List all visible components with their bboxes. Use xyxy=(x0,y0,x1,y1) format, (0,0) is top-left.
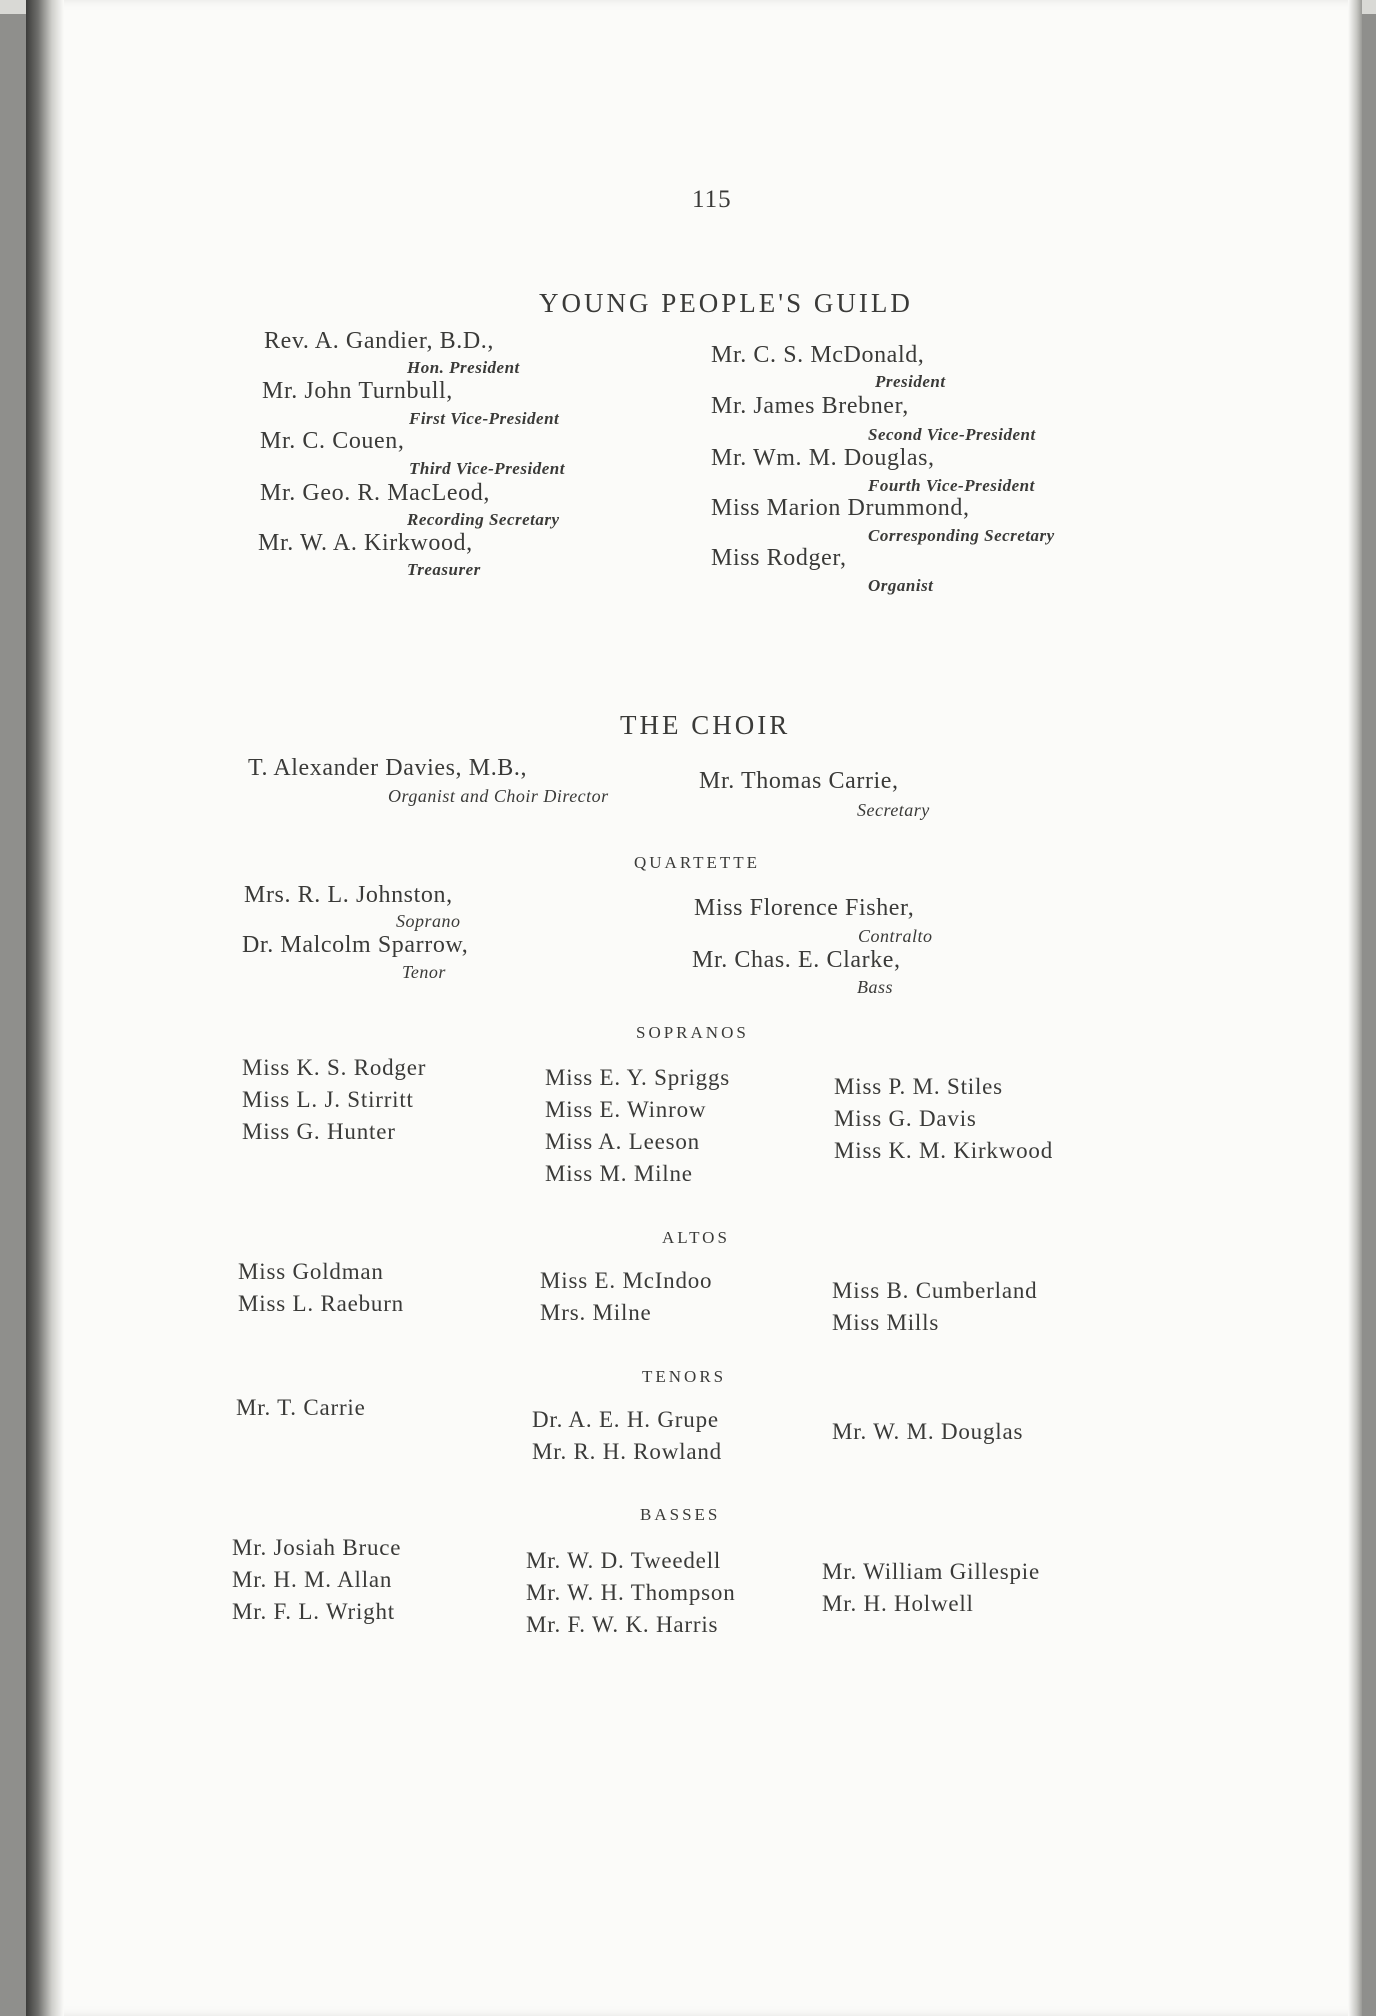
page-spine-shadow xyxy=(26,0,64,2016)
guild-officer-name: Mr. John Turnbull, xyxy=(262,378,453,404)
basses-heading: BASSES xyxy=(640,1505,721,1524)
page-number: 115 xyxy=(692,186,732,213)
choir-member: Miss A. Leeson xyxy=(545,1129,700,1154)
choir-member: Miss L. Raeburn xyxy=(238,1291,404,1316)
quartette-tenor-role: Tenor xyxy=(402,962,446,982)
guild-heading: YOUNG PEOPLE'S GUILD xyxy=(539,288,913,318)
guild-officer-role: Organist xyxy=(868,576,934,595)
choir-member: Mr. T. Carrie xyxy=(236,1395,366,1420)
tenors-column xyxy=(832,1416,1023,1448)
quartette-contralto-role: Contralto xyxy=(858,926,933,946)
guild-officer-role: Treasurer xyxy=(407,560,481,579)
quartette-soprano-name: Mrs. R. L. Johnston, xyxy=(244,882,453,908)
page-right-edge xyxy=(1348,0,1362,2016)
guild-officer-role: Fourth Vice-President xyxy=(868,476,1035,495)
choir-director-role: Organist and Choir Director xyxy=(388,786,609,806)
choir-member: Miss K. S. Rodger xyxy=(242,1055,427,1080)
choir-member: Mr. H. Holwell xyxy=(822,1591,974,1616)
guild-officer-name: Mr. W. A. Kirkwood, xyxy=(258,530,473,556)
book-page xyxy=(26,0,1362,2016)
choir-member: Miss G. Hunter xyxy=(242,1119,396,1144)
sopranos-column xyxy=(545,1062,730,1190)
choir-member: Mrs. Milne xyxy=(540,1300,652,1325)
guild-officer-name: Rev. A. Gandier, B.D., xyxy=(264,328,494,354)
guild-officer-name: Mr. Wm. M. Douglas, xyxy=(711,445,935,471)
choir-member: Miss E. Y. Spriggs xyxy=(545,1065,731,1090)
guild-officer-role: Corresponding Secretary xyxy=(868,526,1055,545)
sopranos-column xyxy=(242,1052,426,1148)
sopranos-heading: SOPRANOS xyxy=(636,1023,749,1042)
choir-member: Miss Mills xyxy=(832,1310,940,1335)
quartette-tenor-name: Dr. Malcolm Sparrow, xyxy=(242,932,469,958)
choir-member: Miss K. M. Kirkwood xyxy=(834,1138,1054,1163)
choir-member: Mr. W. D. Tweedell xyxy=(526,1548,722,1573)
choir-member: Mr. F. W. K. Harris xyxy=(526,1612,719,1637)
basses-column xyxy=(232,1532,401,1628)
choir-member: Miss L. J. Stirritt xyxy=(242,1087,414,1112)
quartette-heading: QUARTETTE xyxy=(634,853,761,872)
choir-member: Miss E. McIndoo xyxy=(540,1268,713,1293)
quartette-contralto-name: Miss Florence Fisher, xyxy=(694,895,915,921)
choir-member: Mr. Josiah Bruce xyxy=(232,1535,402,1560)
basses-column xyxy=(526,1545,736,1641)
guild-officer-name: Miss Marion Drummond, xyxy=(711,495,970,521)
choir-member: Mr. F. L. Wright xyxy=(232,1599,395,1624)
guild-officer-name: Mr. C. S. McDonald, xyxy=(711,342,925,368)
choir-member: Mr. H. M. Allan xyxy=(232,1567,393,1592)
guild-officer-name: Miss Rodger, xyxy=(711,545,847,571)
altos-column xyxy=(540,1265,712,1329)
quartette-bass-name: Mr. Chas. E. Clarke, xyxy=(692,947,901,973)
choir-member: Mr. W. H. Thompson xyxy=(526,1580,736,1605)
tenors-heading: TENORS xyxy=(642,1367,727,1386)
guild-officer-role: Third Vice-President xyxy=(409,459,565,478)
altos-heading: ALTOS xyxy=(662,1228,730,1247)
tenors-column xyxy=(532,1404,722,1468)
choir-member: Miss Goldman xyxy=(238,1259,384,1284)
sopranos-column xyxy=(834,1071,1053,1167)
choir-heading: THE CHOIR xyxy=(620,710,791,740)
choir-member: Miss P. M. Stiles xyxy=(834,1074,1003,1099)
choir-member: Mr. W. M. Douglas xyxy=(832,1419,1024,1444)
guild-officer-role: First Vice-President xyxy=(409,409,560,428)
guild-officer-name: Mr. Geo. R. MacLeod, xyxy=(260,480,490,506)
choir-secretary-role: Secretary xyxy=(857,800,930,820)
choir-director-name: T. Alexander Davies, M.B., xyxy=(248,755,528,781)
choir-member: Miss G. Davis xyxy=(834,1106,977,1131)
guild-officer-name: Mr. James Brebner, xyxy=(711,393,909,419)
choir-member: Miss E. Winrow xyxy=(545,1097,707,1122)
choir-member: Dr. A. E. H. Grupe xyxy=(532,1407,719,1432)
guild-officer-role: Recording Secretary xyxy=(407,510,560,529)
basses-column xyxy=(822,1556,1040,1620)
choir-member: Miss B. Cumberland xyxy=(832,1278,1038,1303)
guild-officer-name: Mr. C. Couen, xyxy=(260,428,405,454)
guild-officer-role: President xyxy=(875,372,946,391)
choir-member: Mr. William Gillespie xyxy=(822,1559,1040,1584)
tenors-column xyxy=(236,1392,366,1424)
guild-officer-role: Second Vice-President xyxy=(868,425,1036,444)
altos-column xyxy=(238,1256,404,1320)
altos-column xyxy=(832,1275,1037,1339)
choir-member: Mr. R. H. Rowland xyxy=(532,1439,722,1464)
quartette-soprano-role: Soprano xyxy=(396,911,461,931)
guild-officer-role: Hon. President xyxy=(407,358,520,377)
quartette-bass-role: Bass xyxy=(857,977,894,997)
choir-member: Miss M. Milne xyxy=(545,1161,693,1186)
choir-secretary-name: Mr. Thomas Carrie, xyxy=(699,768,899,794)
